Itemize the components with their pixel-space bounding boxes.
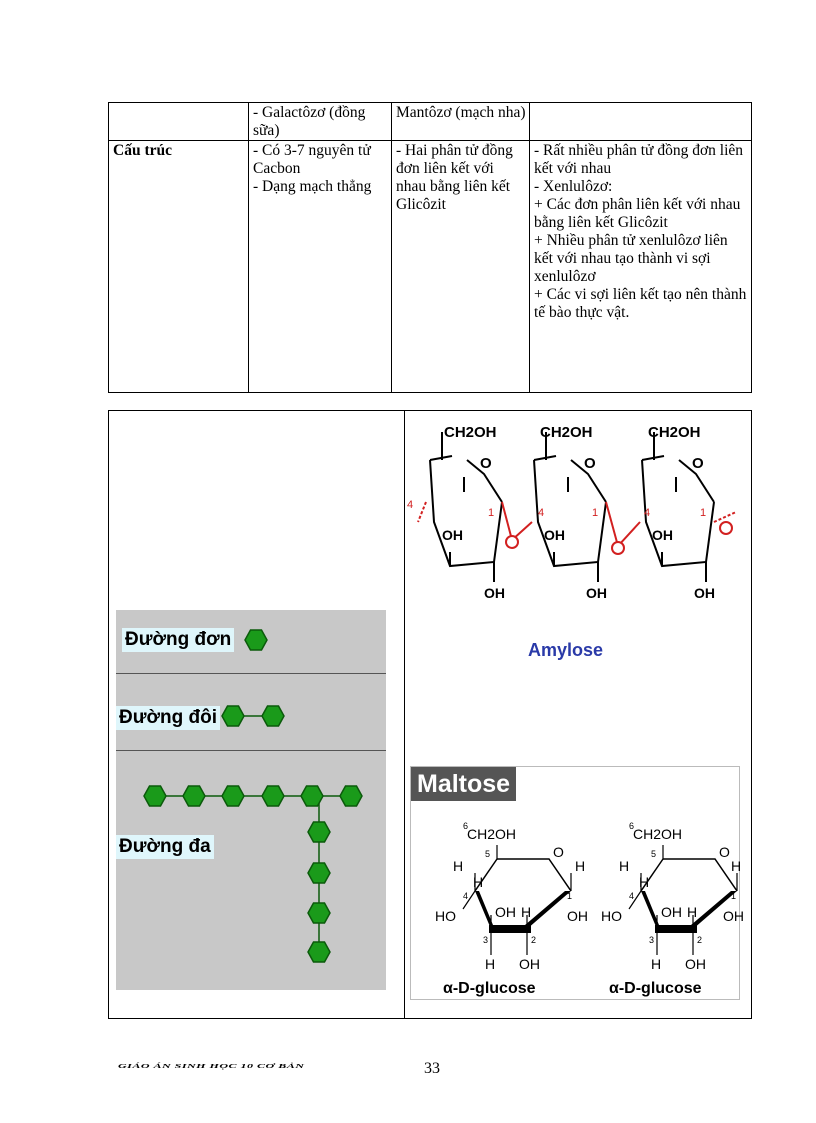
oh-label: OH bbox=[442, 527, 463, 543]
h-label: H bbox=[731, 858, 742, 874]
ring-oxygen: O bbox=[692, 455, 704, 472]
carbon-number: 6 bbox=[463, 821, 469, 831]
cell-line: + Nhiều phân tử xenlulôzơ liên kết với nhau tạo thành vi sợi xenlulôzơ bbox=[534, 232, 728, 285]
h-label: H bbox=[473, 874, 484, 890]
oh-label: OH bbox=[661, 904, 682, 920]
ring-oxygen: O bbox=[553, 844, 564, 860]
bridge-oxygen bbox=[506, 536, 518, 548]
amylose-caption: Amylose bbox=[528, 640, 604, 660]
ring-oxygen: O bbox=[584, 455, 596, 472]
ho-label: HO bbox=[435, 908, 456, 924]
oh-label: OH bbox=[519, 956, 540, 972]
table-cell bbox=[392, 141, 530, 393]
oh-label: OH bbox=[586, 585, 607, 601]
label-disaccharide: Đường đôi bbox=[116, 706, 220, 730]
mono-hexagon bbox=[245, 630, 267, 650]
h-label: H bbox=[521, 904, 532, 920]
sugar-types-panel bbox=[116, 610, 386, 990]
carbon-number: 3 bbox=[483, 935, 489, 945]
carbon-number: 4 bbox=[463, 891, 469, 901]
comparison-table bbox=[108, 102, 752, 393]
cell-line: + Các đơn phân liên kết với nhau bằng liên kết Glicôzit bbox=[534, 196, 741, 231]
poly-hexagons bbox=[144, 786, 362, 962]
oh-label: OH bbox=[652, 527, 673, 543]
glucose-caption: α-D-glucose bbox=[443, 980, 536, 997]
table-cell: - Galactôzơ (đồng sữa) bbox=[249, 103, 392, 141]
carbon-number: 4 bbox=[644, 507, 651, 519]
page-number: 33 bbox=[424, 1060, 440, 1077]
label-polysaccharide: Đường đa bbox=[116, 835, 214, 859]
hexagon-diagram bbox=[116, 610, 386, 990]
ch2oh-label: CH2OH bbox=[648, 424, 701, 441]
cell-line: - Rất nhiều phân tử đồng đơn liên kết với nhau bbox=[534, 142, 744, 177]
di-hexagons bbox=[222, 706, 284, 726]
carbon-number: 1 bbox=[592, 507, 599, 519]
h-label: H bbox=[651, 956, 662, 972]
ch2oh-label: CH2OH bbox=[633, 826, 683, 842]
ho-label: HO bbox=[601, 908, 622, 924]
oh-label: OH bbox=[495, 904, 516, 920]
table-cell bbox=[530, 141, 752, 393]
table-cell bbox=[109, 103, 249, 141]
row-header-structure: Cấu trúc bbox=[109, 141, 249, 393]
footer-title: GIÁO ÁN SINH HỌC 10 CƠ BẢN bbox=[118, 1062, 305, 1070]
h-label: H bbox=[639, 874, 650, 890]
table-row bbox=[109, 141, 752, 393]
ch2oh-label: CH2OH bbox=[467, 826, 517, 842]
oh-label: OH bbox=[484, 585, 505, 601]
bridge-oxygen bbox=[720, 522, 732, 534]
carbon-number: 2 bbox=[531, 935, 537, 945]
label-monosaccharide: Đường đơn bbox=[122, 628, 234, 652]
oh-label: OH bbox=[723, 908, 744, 924]
table-cell bbox=[249, 141, 392, 393]
ch2oh-label: CH2OH bbox=[540, 424, 593, 441]
carbon-number: 3 bbox=[649, 935, 655, 945]
oh-label: OH bbox=[685, 956, 706, 972]
maltose-figure bbox=[410, 766, 744, 1000]
maltose-structures bbox=[411, 767, 744, 1001]
bridge-oxygen bbox=[612, 542, 624, 554]
table-cell bbox=[530, 103, 752, 141]
oh-label: OH bbox=[544, 527, 565, 543]
maltose-title: Maltose bbox=[411, 767, 516, 801]
cell-line: - Hai phân tử đồng đơn liên kết với nhau bằng liên kết Glicôzit bbox=[396, 142, 513, 213]
carbon-number: 4 bbox=[407, 499, 414, 511]
carbon-number: 1 bbox=[567, 891, 573, 901]
h-label: H bbox=[453, 858, 464, 874]
amylose-diagram bbox=[404, 412, 749, 672]
table-row bbox=[109, 103, 752, 141]
oh-label: OH bbox=[694, 585, 715, 601]
glycosidic-bonds bbox=[418, 502, 736, 546]
carbon-number: 4 bbox=[538, 507, 545, 519]
ring-oxygen: O bbox=[719, 844, 730, 860]
glucose-caption: α-D-glucose bbox=[609, 980, 702, 997]
carbon-number: 1 bbox=[488, 507, 495, 519]
cell-line: - Dạng mạch thẳng bbox=[253, 178, 372, 195]
carbon-number: 4 bbox=[629, 891, 635, 901]
cell-line: - Có 3-7 nguyên tử Cacbon bbox=[253, 142, 371, 177]
table-cell: Mantôzơ (mạch nha) bbox=[392, 103, 530, 141]
ring-oxygen: O bbox=[480, 455, 492, 472]
carbon-number: 5 bbox=[651, 849, 657, 859]
carbon-number: 6 bbox=[629, 821, 635, 831]
carbon-number: 1 bbox=[731, 891, 737, 901]
h-label: H bbox=[485, 956, 496, 972]
cell-line: - Xenlulôzơ: bbox=[534, 178, 613, 195]
cell-line: + Các vi sợi liên kết tạo nên thành tế bào thực vật. bbox=[534, 286, 747, 321]
oh-label: OH bbox=[567, 908, 588, 924]
carbon-number: 5 bbox=[485, 849, 491, 859]
h-label: H bbox=[575, 858, 586, 874]
carbon-number: 2 bbox=[697, 935, 703, 945]
ch2oh-label: CH2OH bbox=[444, 424, 497, 441]
h-label: H bbox=[619, 858, 630, 874]
carbon-number: 1 bbox=[700, 507, 707, 519]
h-label: H bbox=[687, 904, 698, 920]
